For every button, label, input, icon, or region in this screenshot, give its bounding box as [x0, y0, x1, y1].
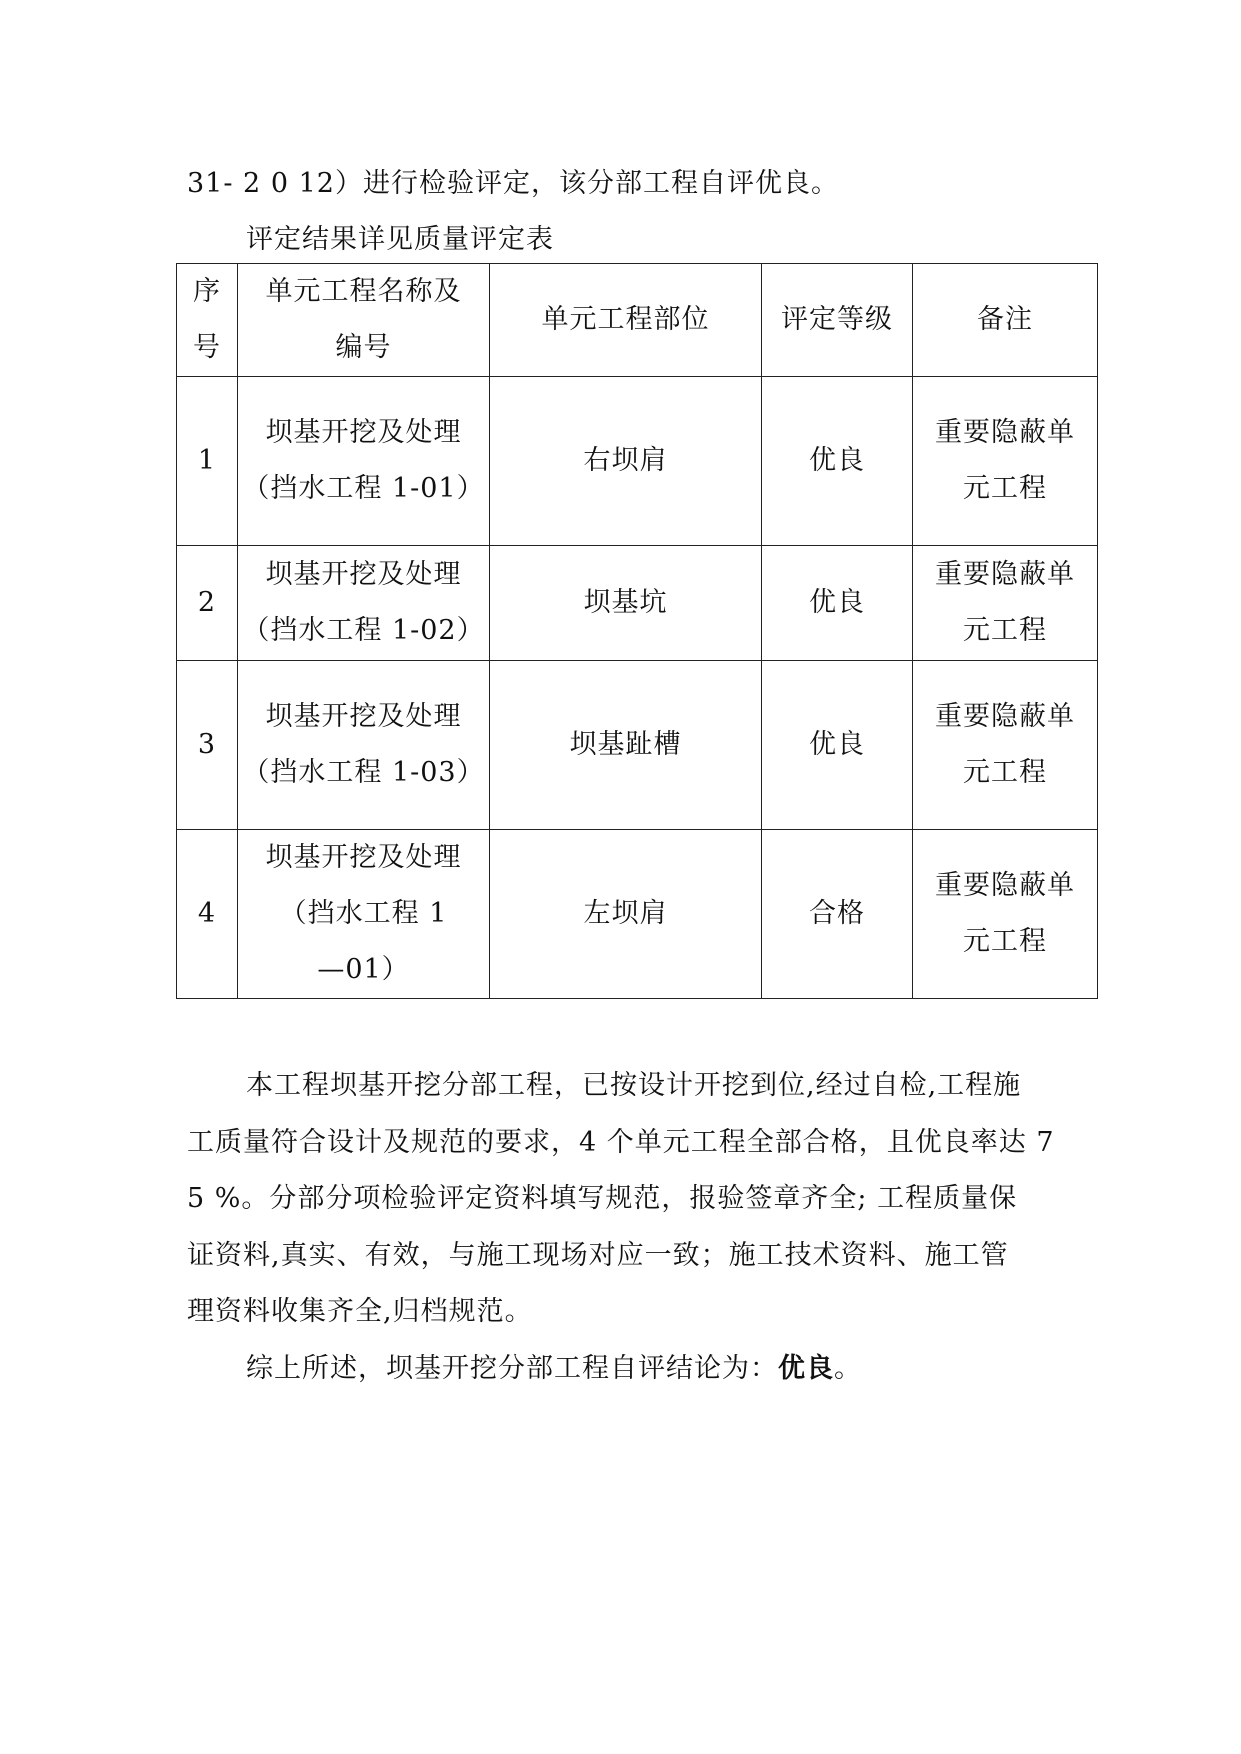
table-row	[177, 546, 1098, 661]
row-grade: 优良	[762, 377, 913, 546]
table-row	[177, 377, 1098, 546]
row-seq: 4	[177, 830, 238, 999]
header-name-line: 编号	[335, 332, 392, 363]
row-name	[238, 830, 490, 999]
header-seq-line: 号	[193, 332, 221, 363]
row-remark-line: 元工程	[963, 615, 1047, 646]
row-remark	[913, 377, 1098, 546]
row-name-line: 坝基开挖及处理	[265, 842, 462, 873]
row-seq: 2	[177, 546, 238, 661]
row-name-line: —01）	[317, 954, 410, 985]
header-seq-line: 序	[193, 276, 221, 307]
header-name-line: 单元工程名称及	[265, 276, 462, 307]
quality-assessment-table	[176, 263, 1098, 999]
body-line-3: 5 %。分部分项检验评定资料填写规范，报验签章齐全; 工程质量保	[187, 1183, 1018, 1214]
conclusion-value: 优良	[778, 1353, 834, 1384]
header-location: 单元工程部位	[490, 264, 762, 377]
conclusion-prefix: 综上所述，坝基开挖分部工程自评结论为：	[246, 1353, 778, 1384]
row-location: 左坝肩	[490, 830, 762, 999]
row-name-line: 坝基开挖及处理	[265, 701, 462, 732]
conclusion-suffix: 。	[834, 1353, 862, 1384]
row-location: 坝基趾槽	[490, 661, 762, 830]
row-location: 坝基坑	[490, 546, 762, 661]
row-name-line: （挡水工程 1-01）	[242, 473, 485, 504]
row-remark-line: 重要隐蔽单	[935, 559, 1075, 590]
quality-table-container	[176, 263, 1097, 999]
row-name-line: （挡水工程 1-02）	[242, 615, 485, 646]
body-line-4: 证资料,真实、有效，与施工现场对应一致；施工技术资料、施工管	[187, 1240, 1009, 1271]
header-name	[238, 264, 490, 377]
conclusion-line	[246, 1353, 862, 1385]
row-name	[238, 377, 490, 546]
body-line-5: 理资料收集齐全,归档规范。	[187, 1296, 533, 1327]
row-remark	[913, 546, 1098, 661]
row-grade: 优良	[762, 546, 913, 661]
row-name	[238, 546, 490, 661]
table-header-row	[177, 264, 1098, 377]
row-seq: 3	[177, 661, 238, 830]
header-grade: 评定等级	[762, 264, 913, 377]
table-row	[177, 830, 1098, 999]
row-remark-line: 重要隐蔽单	[935, 417, 1075, 448]
row-remark-line: 元工程	[963, 757, 1047, 788]
header-remark: 备注	[913, 264, 1098, 377]
row-remark-line: 重要隐蔽单	[935, 870, 1075, 901]
row-remark	[913, 830, 1098, 999]
body-line-2: 工质量符合设计及规范的要求，4 个单元工程全部合格，且优良率达 7	[187, 1127, 1055, 1158]
body-line-1: 本工程坝基开挖分部工程，已按设计开挖到位,经过自检,工程施	[246, 1070, 1022, 1101]
row-remark	[913, 661, 1098, 830]
row-name-line: 坝基开挖及处理	[265, 417, 462, 448]
header-seq	[177, 264, 238, 377]
table-caption: 评定结果详见质量评定表	[246, 224, 554, 255]
intro-line-1: 31- 2 0 12）进行检验评定，该分部工程自评优良。	[187, 168, 839, 199]
row-name-line: 坝基开挖及处理	[265, 559, 462, 590]
row-name-line: （挡水工程 1-03）	[242, 757, 485, 788]
row-name-line: （挡水工程 1	[279, 898, 448, 929]
row-remark-line: 重要隐蔽单	[935, 701, 1075, 732]
row-location: 右坝肩	[490, 377, 762, 546]
row-remark-line: 元工程	[963, 473, 1047, 504]
row-seq: 1	[177, 377, 238, 546]
row-grade: 优良	[762, 661, 913, 830]
row-remark-line: 元工程	[963, 926, 1047, 957]
table-row	[177, 661, 1098, 830]
row-name	[238, 661, 490, 830]
row-grade: 合格	[762, 830, 913, 999]
